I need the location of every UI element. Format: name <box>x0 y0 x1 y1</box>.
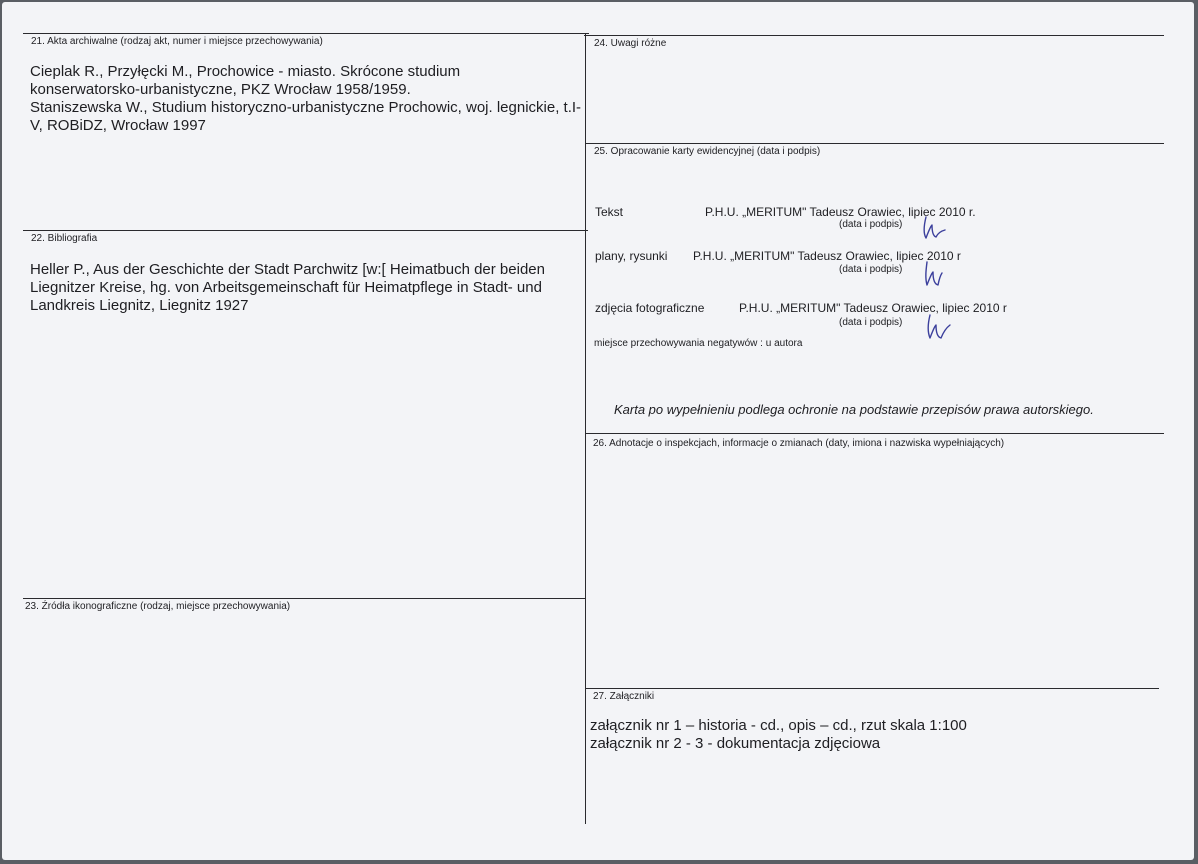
section21-label: 21. Akta archiwalne (rodzaj akt, numer i miejsce przechowywania) <box>31 36 323 47</box>
section25-row2-label: plany, rysunki <box>595 249 668 263</box>
section25-row3-value: P.H.U. „MERITUM" Tadeusz Orawiec, lipiec 2010 r <box>739 301 1007 315</box>
rule-section26 <box>586 433 1164 434</box>
signature-1 <box>918 213 954 243</box>
section25-row3-note: (data i podpis) <box>839 317 903 328</box>
section25-row1-label: Tekst <box>595 205 624 219</box>
negatives-storage: miejsce przechowywania negatywów : u autora <box>594 338 803 349</box>
top-left-rule <box>23 33 589 34</box>
section21-text-2: Staniszewska W., Studium historyczno-urbanistyczne Prochowic, woj. legnickie, t.I-V, ROBiDZ, Wrocław 1997 <box>30 99 582 134</box>
signature-2 <box>919 258 949 290</box>
section25-row3-label: zdjęcia fotograficzne <box>595 301 705 315</box>
section25-label: 25. Opracowanie karty ewidencyjnej (data i podpis) <box>594 146 821 157</box>
section22-label: 22. Bibliografia <box>31 233 98 244</box>
center-divider <box>585 34 586 824</box>
section25-row2-note: (data i podpis) <box>839 264 903 275</box>
section21-text-1: Cieplak R., Przyłęcki M., Prochowice - miasto. Skrócone studium konserwatorsko-urbanistyczne, PKZ Wrocław 1958/1959. <box>30 63 461 98</box>
section25-row1-value: P.H.U. „MERITUM" Tadeusz Orawiec, lipiec 2010 r. <box>705 205 976 219</box>
annex-item-2: załącznik nr 2 - 3 - dokumentacja zdjęciowa <box>590 735 881 752</box>
signature-3 <box>922 311 958 343</box>
rule-section27 <box>586 688 1159 689</box>
section25-row1-note: (data i podpis) <box>839 219 903 230</box>
copyright-note: Karta po wypełnieniu podlega ochronie na podstawie przepisów prawa autorskiego. <box>614 402 1094 417</box>
section23-label: 23. Źródła ikonograficzne (rodzaj, miejsce przechowywania) <box>25 601 291 612</box>
section27-label: 27. Załączniki <box>593 691 655 702</box>
section25-row2-value: P.H.U. „MERITUM" Tadeusz Orawiec, lipiec 2010 r <box>693 249 961 263</box>
section24-label: 24. Uwagi różne <box>594 38 667 49</box>
rule-section23 <box>23 598 586 599</box>
record-card <box>2 2 1194 860</box>
top-right-rule <box>584 35 1164 36</box>
rule-section25 <box>586 143 1164 144</box>
rule-section22 <box>23 230 588 231</box>
annex-item-1: załącznik nr 1 – historia - cd., opis – cd., rzut skala 1:100 <box>590 717 967 734</box>
section22-text: Heller P., Aus der Geschichte der Stadt Parchwitz [w:[ Heimatbuch der beiden Liegnitzer Kreise, hg. von Arbeitsgemeinschaft für Heimatpflege in Stadt- und Landkreis Liegnitz, Liegnitz 1927 <box>30 261 545 314</box>
section26-label: 26. Adnotacje o inspekcjach, informacje o zmianach (daty, imiona i nazwiska wypełniających) <box>593 438 1005 449</box>
